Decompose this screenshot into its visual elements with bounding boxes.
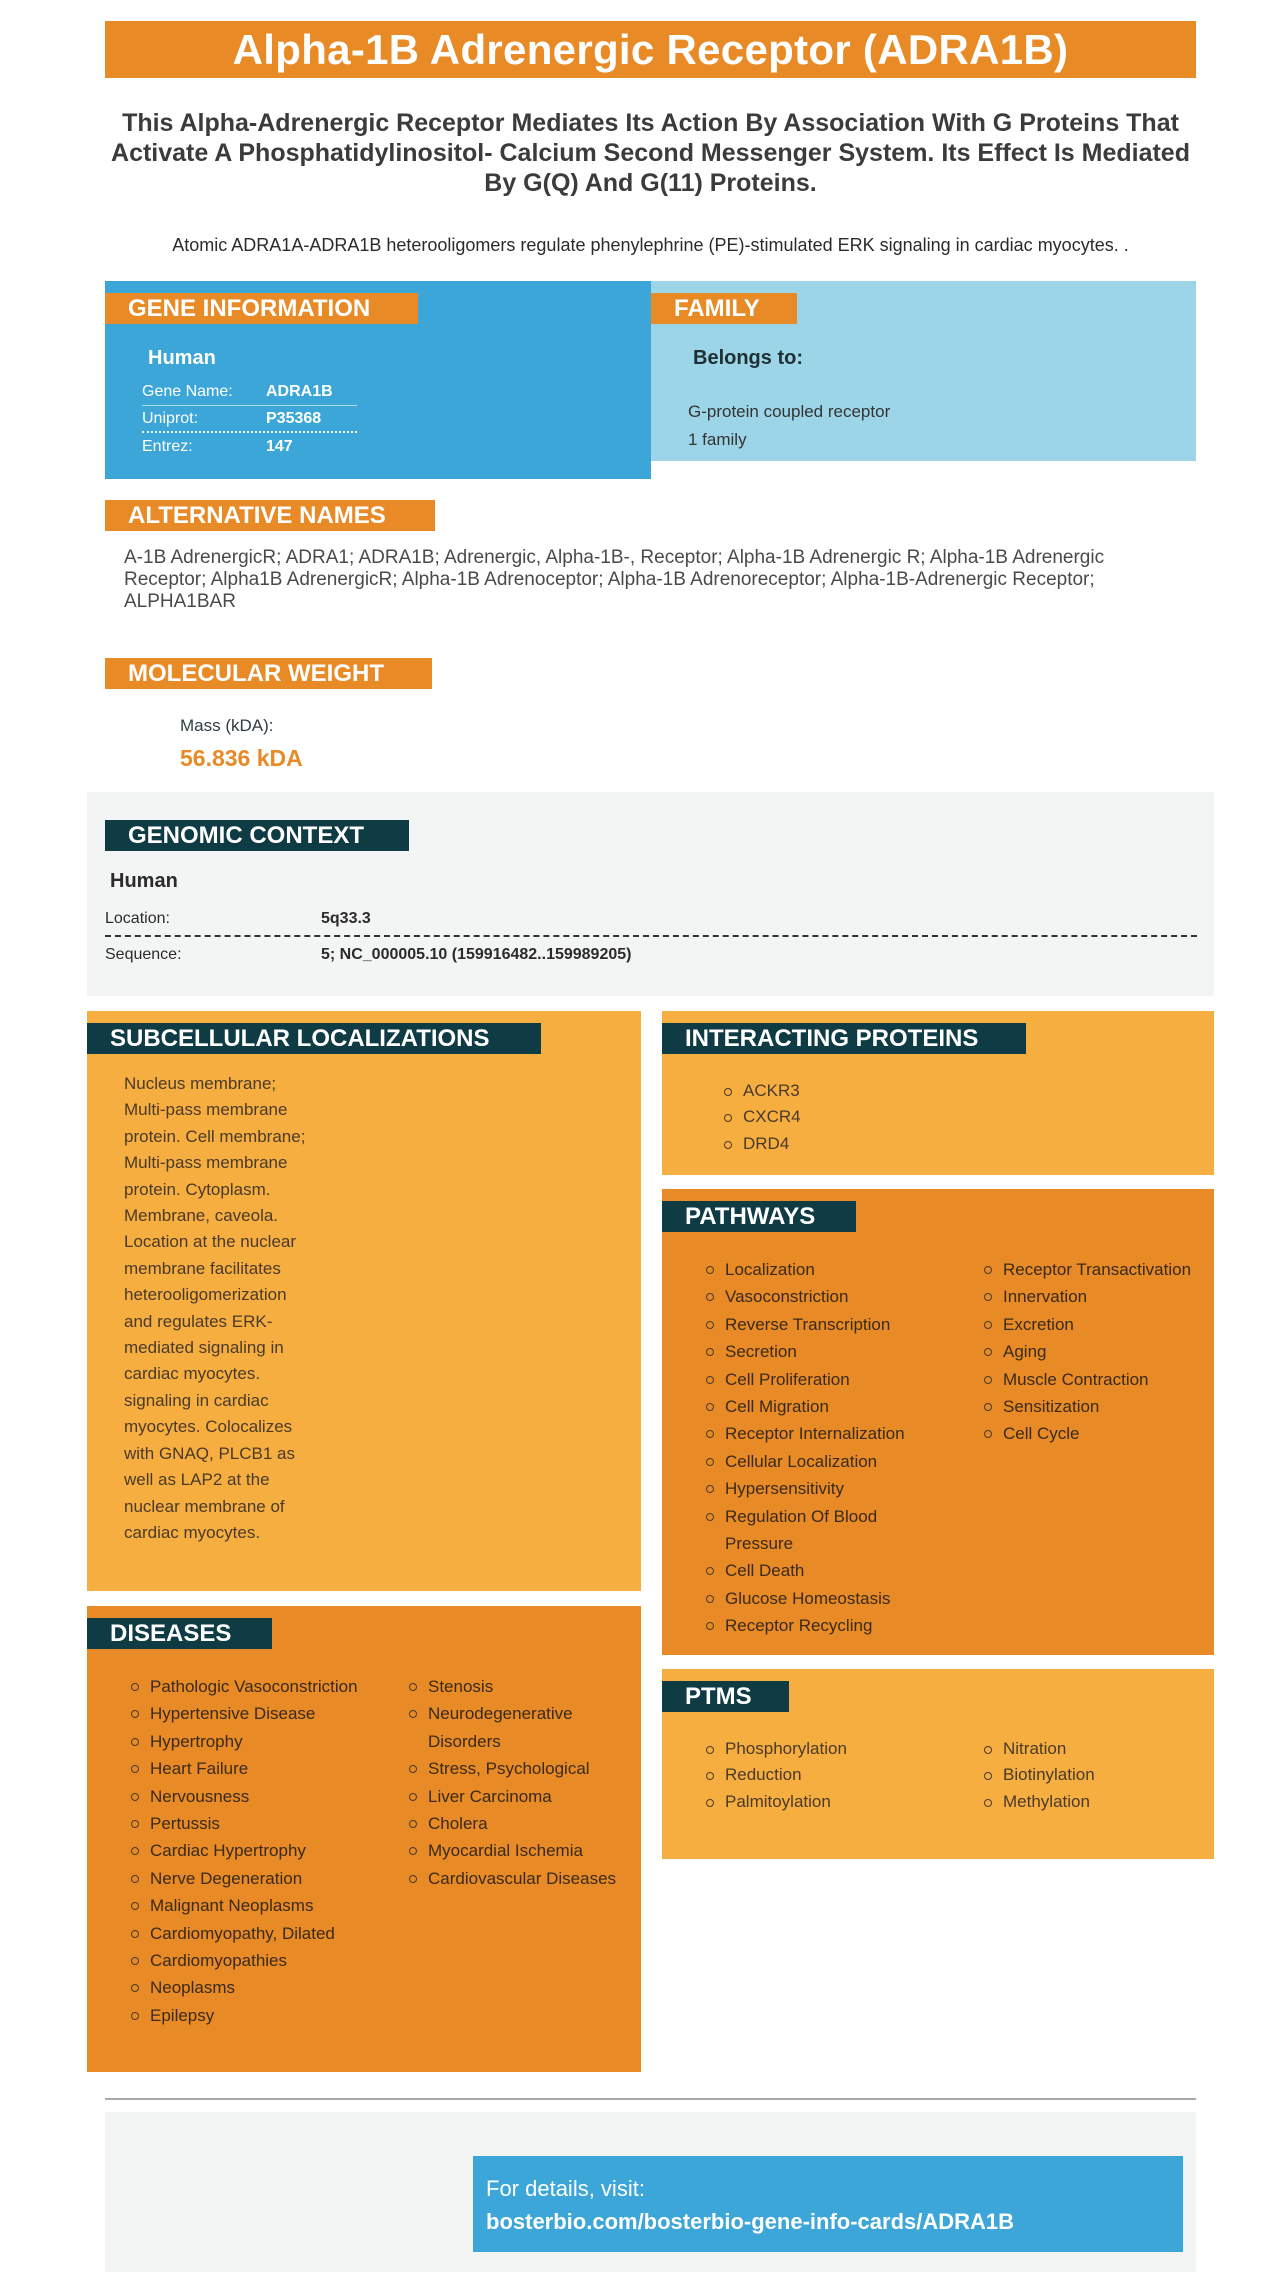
gene-info-table (142, 379, 357, 460)
alternative-names-heading: ALTERNATIVE NAMES (105, 500, 435, 531)
list-item: Receptor Internalization (706, 1420, 931, 1447)
gene-name-label: Gene Name: (142, 383, 233, 400)
subcellular-panel (87, 1011, 641, 1591)
list-item: Glucose Homeostasis (706, 1585, 931, 1612)
page-title: Alpha-1B Adrenergic Receptor (ADRA1B) (105, 21, 1196, 78)
list-item: Cell Cycle (984, 1420, 1209, 1447)
genomic-context-heading: GENOMIC CONTEXT (105, 820, 409, 851)
ptms-heading: PTMS (662, 1681, 789, 1712)
list-item: Cell Migration (706, 1393, 931, 1420)
subcellular-text: Nucleus membrane; Multi-pass membrane protein. Cell membrane; Multi-pass membrane protein. Cytoplasm. Membrane, caveola. Location at the nuclear membrane facilitates heterooligomerization and regulates ERK-mediated signaling in cardiac myocytes. signaling in cardiac myocytes. Colocalizes with GNAQ, PLCB1 as well as LAP2 at the nuclear membrane of cardiac myocytes. (124, 1074, 306, 1542)
list-item: Cellular Localization (706, 1448, 931, 1475)
sequence-row (105, 938, 1197, 972)
family-line: G-protein coupled receptor (688, 402, 891, 421)
diseases-heading: DISEASES (87, 1618, 272, 1649)
list-item: Nitration (984, 1736, 1209, 1762)
details-label: For details, visit: (486, 2176, 645, 2201)
interacting-proteins-panel (662, 1011, 1214, 1175)
list-item: Vasoconstriction (706, 1283, 931, 1310)
list-item: DRD4 (724, 1131, 801, 1157)
diseases-list-col2 (409, 1673, 634, 1892)
list-item: CXCR4 (724, 1104, 801, 1130)
list-item: Liver Carcinoma (409, 1783, 634, 1810)
family-lines (688, 398, 890, 454)
ptms-list-col1 (706, 1736, 931, 1815)
list-item: Receptor Transactivation (984, 1256, 1209, 1283)
gene-name-value: ADRA1B (266, 383, 333, 400)
list-item: Localization (706, 1256, 931, 1283)
footer-divider (105, 2098, 1196, 2100)
list-item: Stenosis (409, 1673, 634, 1700)
family-line: 1 family (688, 430, 747, 449)
details-link-box[interactable] (473, 2156, 1183, 2252)
list-item: Cardiomyopathy, Dilated (131, 1920, 366, 1947)
diseases-panel (87, 1606, 641, 2072)
family-belongs-label: Belongs to: (693, 347, 803, 369)
sequence-label: Sequence: (105, 946, 182, 963)
uniprot-value: P35368 (266, 409, 322, 427)
list-item: Reverse Transcription (706, 1311, 931, 1338)
ptms-panel (662, 1669, 1214, 1859)
list-item: Phosphorylation (706, 1736, 931, 1762)
list-item: Malignant Neoplasms (131, 1892, 366, 1919)
list-item: Pathologic Vasoconstriction (131, 1673, 366, 1700)
subcellular-heading: SUBCELLULAR LOCALIZATIONS (87, 1023, 541, 1054)
mass-value: 56.836 kDA (180, 745, 303, 771)
list-item: Biotinylation (984, 1762, 1209, 1788)
list-item: Myocardial Ischemia (409, 1837, 634, 1864)
list-item: Cardiovascular Diseases (409, 1865, 634, 1892)
details-url-link[interactable]: bosterbio.com/bosterbio-gene-info-cards/ADRA1B (486, 2209, 1015, 2234)
location-label: Location: (105, 910, 170, 927)
list-item: Secretion (706, 1338, 931, 1365)
uniprot-label: Uniprot: (142, 409, 199, 427)
molecular-weight-heading: MOLECULAR WEIGHT (105, 658, 432, 689)
list-item: Epilepsy (131, 2002, 366, 2029)
entrez-row (142, 433, 357, 460)
list-item: Excretion (984, 1311, 1209, 1338)
list-item: Nervousness (131, 1783, 366, 1810)
list-item: Regulation Of Blood Pressure (706, 1503, 931, 1558)
mass-label: Mass (kDA): (180, 716, 274, 735)
protein-note: Atomic ADRA1A-ADRA1B heterooligomers regulate phenylephrine (PE)-stimulated ERK signaling in cardiac myocytes. . (172, 235, 1129, 255)
list-item: Cholera (409, 1810, 634, 1837)
uniprot-row (142, 406, 357, 433)
list-item: Aging (984, 1338, 1209, 1365)
list-item: Hypertrophy (131, 1728, 366, 1755)
list-item: Nerve Degeneration (131, 1865, 366, 1892)
gene-name-row (142, 379, 357, 406)
list-item: Hypertensive Disease (131, 1700, 366, 1727)
entrez-value: 147 (266, 437, 293, 455)
gene-information-heading: GENE INFORMATION (105, 293, 418, 324)
list-item: Stress, Psychological (409, 1755, 634, 1782)
location-row (105, 903, 1197, 937)
family-panel (651, 281, 1196, 461)
list-item: Pertussis (131, 1810, 366, 1837)
gene-species: Human (148, 347, 216, 369)
list-item: Methylation (984, 1789, 1209, 1815)
list-item: Reduction (706, 1762, 931, 1788)
ptms-list-col2 (984, 1736, 1209, 1815)
genomic-context-panel (87, 792, 1214, 996)
genomic-species: Human (110, 870, 178, 892)
list-item: Cell Proliferation (706, 1366, 931, 1393)
interacting-proteins-heading: INTERACTING PROTEINS (662, 1023, 1026, 1054)
pathways-heading: PATHWAYS (662, 1201, 856, 1232)
protein-function-summary: This Alpha-Adrenergic Receptor Mediates Its Action By Association With G Proteins That Activate A Phosphatidylinositol- Calcium Second Messenger System. Its Effect Is Mediated By G(Q) And G(11) Proteins. (111, 109, 1190, 197)
gene-information-panel (105, 281, 651, 479)
list-item: Cardiomyopathies (131, 1947, 366, 1974)
alternative-names-text: A-1B AdrenergicR; ADRA1; ADRA1B; Adrenergic, Alpha-1B-, Receptor; Alpha-1B Adrenergic R; Alpha-1B Adrenergic Receptor; Alpha1B AdrenergicR; Alpha-1B Adrenoceptor; Alpha-1B Adrenoreceptor; Alpha-1B-Adrenergic Receptor; ALPHA1BAR (124, 547, 1105, 612)
list-item: Heart Failure (131, 1755, 366, 1782)
pathways-panel (662, 1189, 1214, 1655)
interacting-proteins-list (724, 1078, 801, 1157)
list-item: Cardiac Hypertrophy (131, 1837, 366, 1864)
family-heading: FAMILY (651, 293, 797, 324)
list-item: Innervation (984, 1283, 1209, 1310)
pathways-list-col2 (984, 1256, 1209, 1448)
list-item: Hypersensitivity (706, 1475, 931, 1502)
diseases-list-col1 (131, 1673, 366, 2029)
list-item: Neurodegenerative Disorders (409, 1700, 634, 1755)
location-value: 5q33.3 (321, 910, 371, 927)
list-item: Receptor Recycling (706, 1612, 931, 1639)
pathways-list-col1 (706, 1256, 931, 1640)
list-item: Neoplasms (131, 1974, 366, 2001)
list-item: Cell Death (706, 1557, 931, 1584)
list-item: Muscle Contraction (984, 1366, 1209, 1393)
sequence-value: 5; NC_000005.10 (159916482..159989205) (321, 946, 632, 963)
list-item: ACKR3 (724, 1078, 801, 1104)
list-item: Sensitization (984, 1393, 1209, 1420)
list-item: Palmitoylation (706, 1789, 931, 1815)
entrez-label: Entrez: (142, 437, 193, 455)
